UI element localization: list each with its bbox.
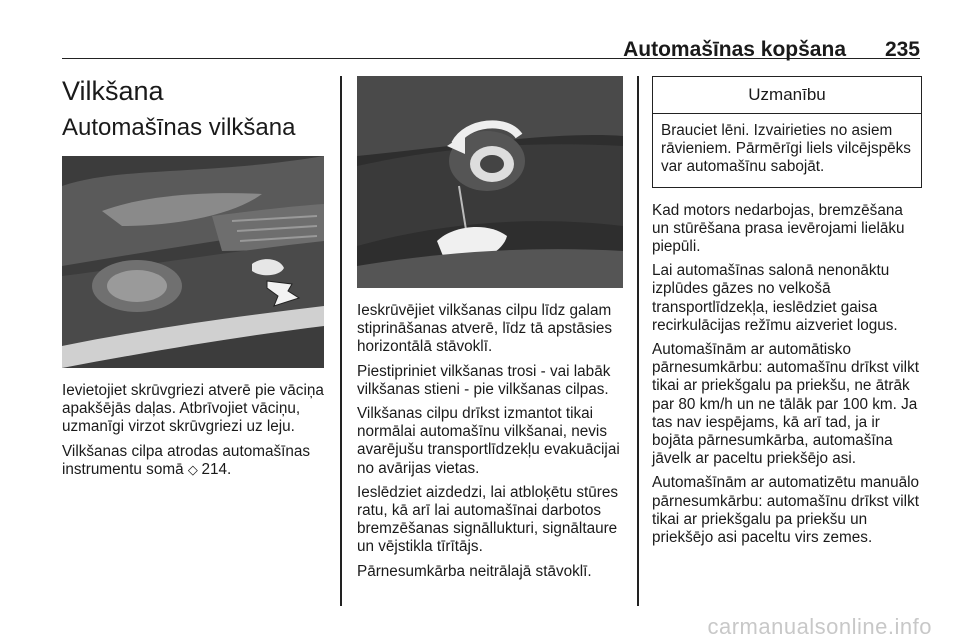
page-header bbox=[62, 18, 920, 59]
bumper-illustration bbox=[62, 156, 324, 368]
warning-title: Uzmanību bbox=[653, 77, 921, 114]
column-middle bbox=[357, 76, 623, 587]
instruction-text: Pārnesumkārba neitrālajā stāvoklī. bbox=[357, 562, 592, 580]
instruction-text: Automašīnām ar automātisko pārnesumkārbu: automašīnu drīkst vilkt tikai ar priekšgalu pa priekšu, ne ātrāk par 80 km/h un ne tālāk par 100 km. Ja tas nav iespējams, kā arī tad, ja ir bojāta pārnesumkārba, automašīna jāvelk ar paceltu priekšējo asi. bbox=[652, 341, 919, 468]
column-divider bbox=[340, 76, 342, 606]
instruction-text: Ieskrūvējiet vilkšanas cilpu līdz galam stiprināšanas atverē, līdz tā apstāsies horizontālā stāvoklī. bbox=[357, 302, 613, 356]
instruction-text: Piestipriniet vilkšanas trosi - vai labāk vilkšanas stieni - pie vilkšanas cilpas. bbox=[357, 362, 611, 398]
page-number: 235 bbox=[884, 38, 920, 61]
instruction-text: Kad motors nedarbojas, bremzēšana un stūrēšana prasa ievērojami lielāku piepūli. bbox=[652, 201, 905, 256]
instruction-text: Vilkšanas cilpa atrodas automašīnas instrumentu somā ◇ 214. bbox=[62, 442, 311, 478]
section-title: Automašīnas kopšana bbox=[623, 38, 846, 61]
instruction-text: Ievietojiet skrūvgriezi atverē pie vāciņa apakšējās daļas. Atbrīvojiet vāciņu, uzmanīgi virzot skrūvgriezi uz leju. bbox=[62, 382, 324, 436]
column-divider bbox=[637, 76, 639, 606]
instruction-text: Ieslēdziet aizdedzi, lai atbloķētu stūres ratu, kā arī lai automašīnai darbotos bremzēšanas signāllukturi, signāltaure un vējstikla tīrītājs. bbox=[357, 483, 619, 556]
watermark: carmanualsonline.info bbox=[707, 614, 932, 639]
instruction-text: Lai automašīnas salonā nenonāktu izplūdes gāzes no velkošā transportlīdzekļa, ieslēdziet gaisa recirkulācijas režīmu aizveriet logus. bbox=[652, 262, 898, 334]
warning-box bbox=[652, 76, 922, 188]
warning-text: Brauciet lēni. Izvairieties no asiem rāvieniem. Pārmērīgi liels vilcējspēks var automašīnu sabojāt. bbox=[661, 122, 911, 176]
instruction-text: Vilkšanas cilpu drīkst izmantot tikai normālai automašīnu vilkšanai, nevis avarējušu transportlīdzekļu evakuācijai no avārijas vietas. bbox=[357, 405, 620, 477]
tow-eye-illustration bbox=[357, 76, 623, 288]
page-reference-link[interactable]: 214. bbox=[201, 460, 232, 478]
page-reference-icon: ◇ bbox=[187, 461, 202, 477]
column-left bbox=[62, 76, 324, 485]
section-heading: Automašīnas vilkšana bbox=[62, 114, 296, 141]
column-right bbox=[652, 76, 922, 553]
chapter-title: Vilkšana bbox=[62, 76, 164, 106]
instruction-text: Automašīnām ar automatizētu manuālo pārnesumkārbu: automašīnu drīkst vilkt tikai ar priekšgalu pa priekšu un priekšējo asi paceltu virs zemes. bbox=[652, 474, 919, 547]
